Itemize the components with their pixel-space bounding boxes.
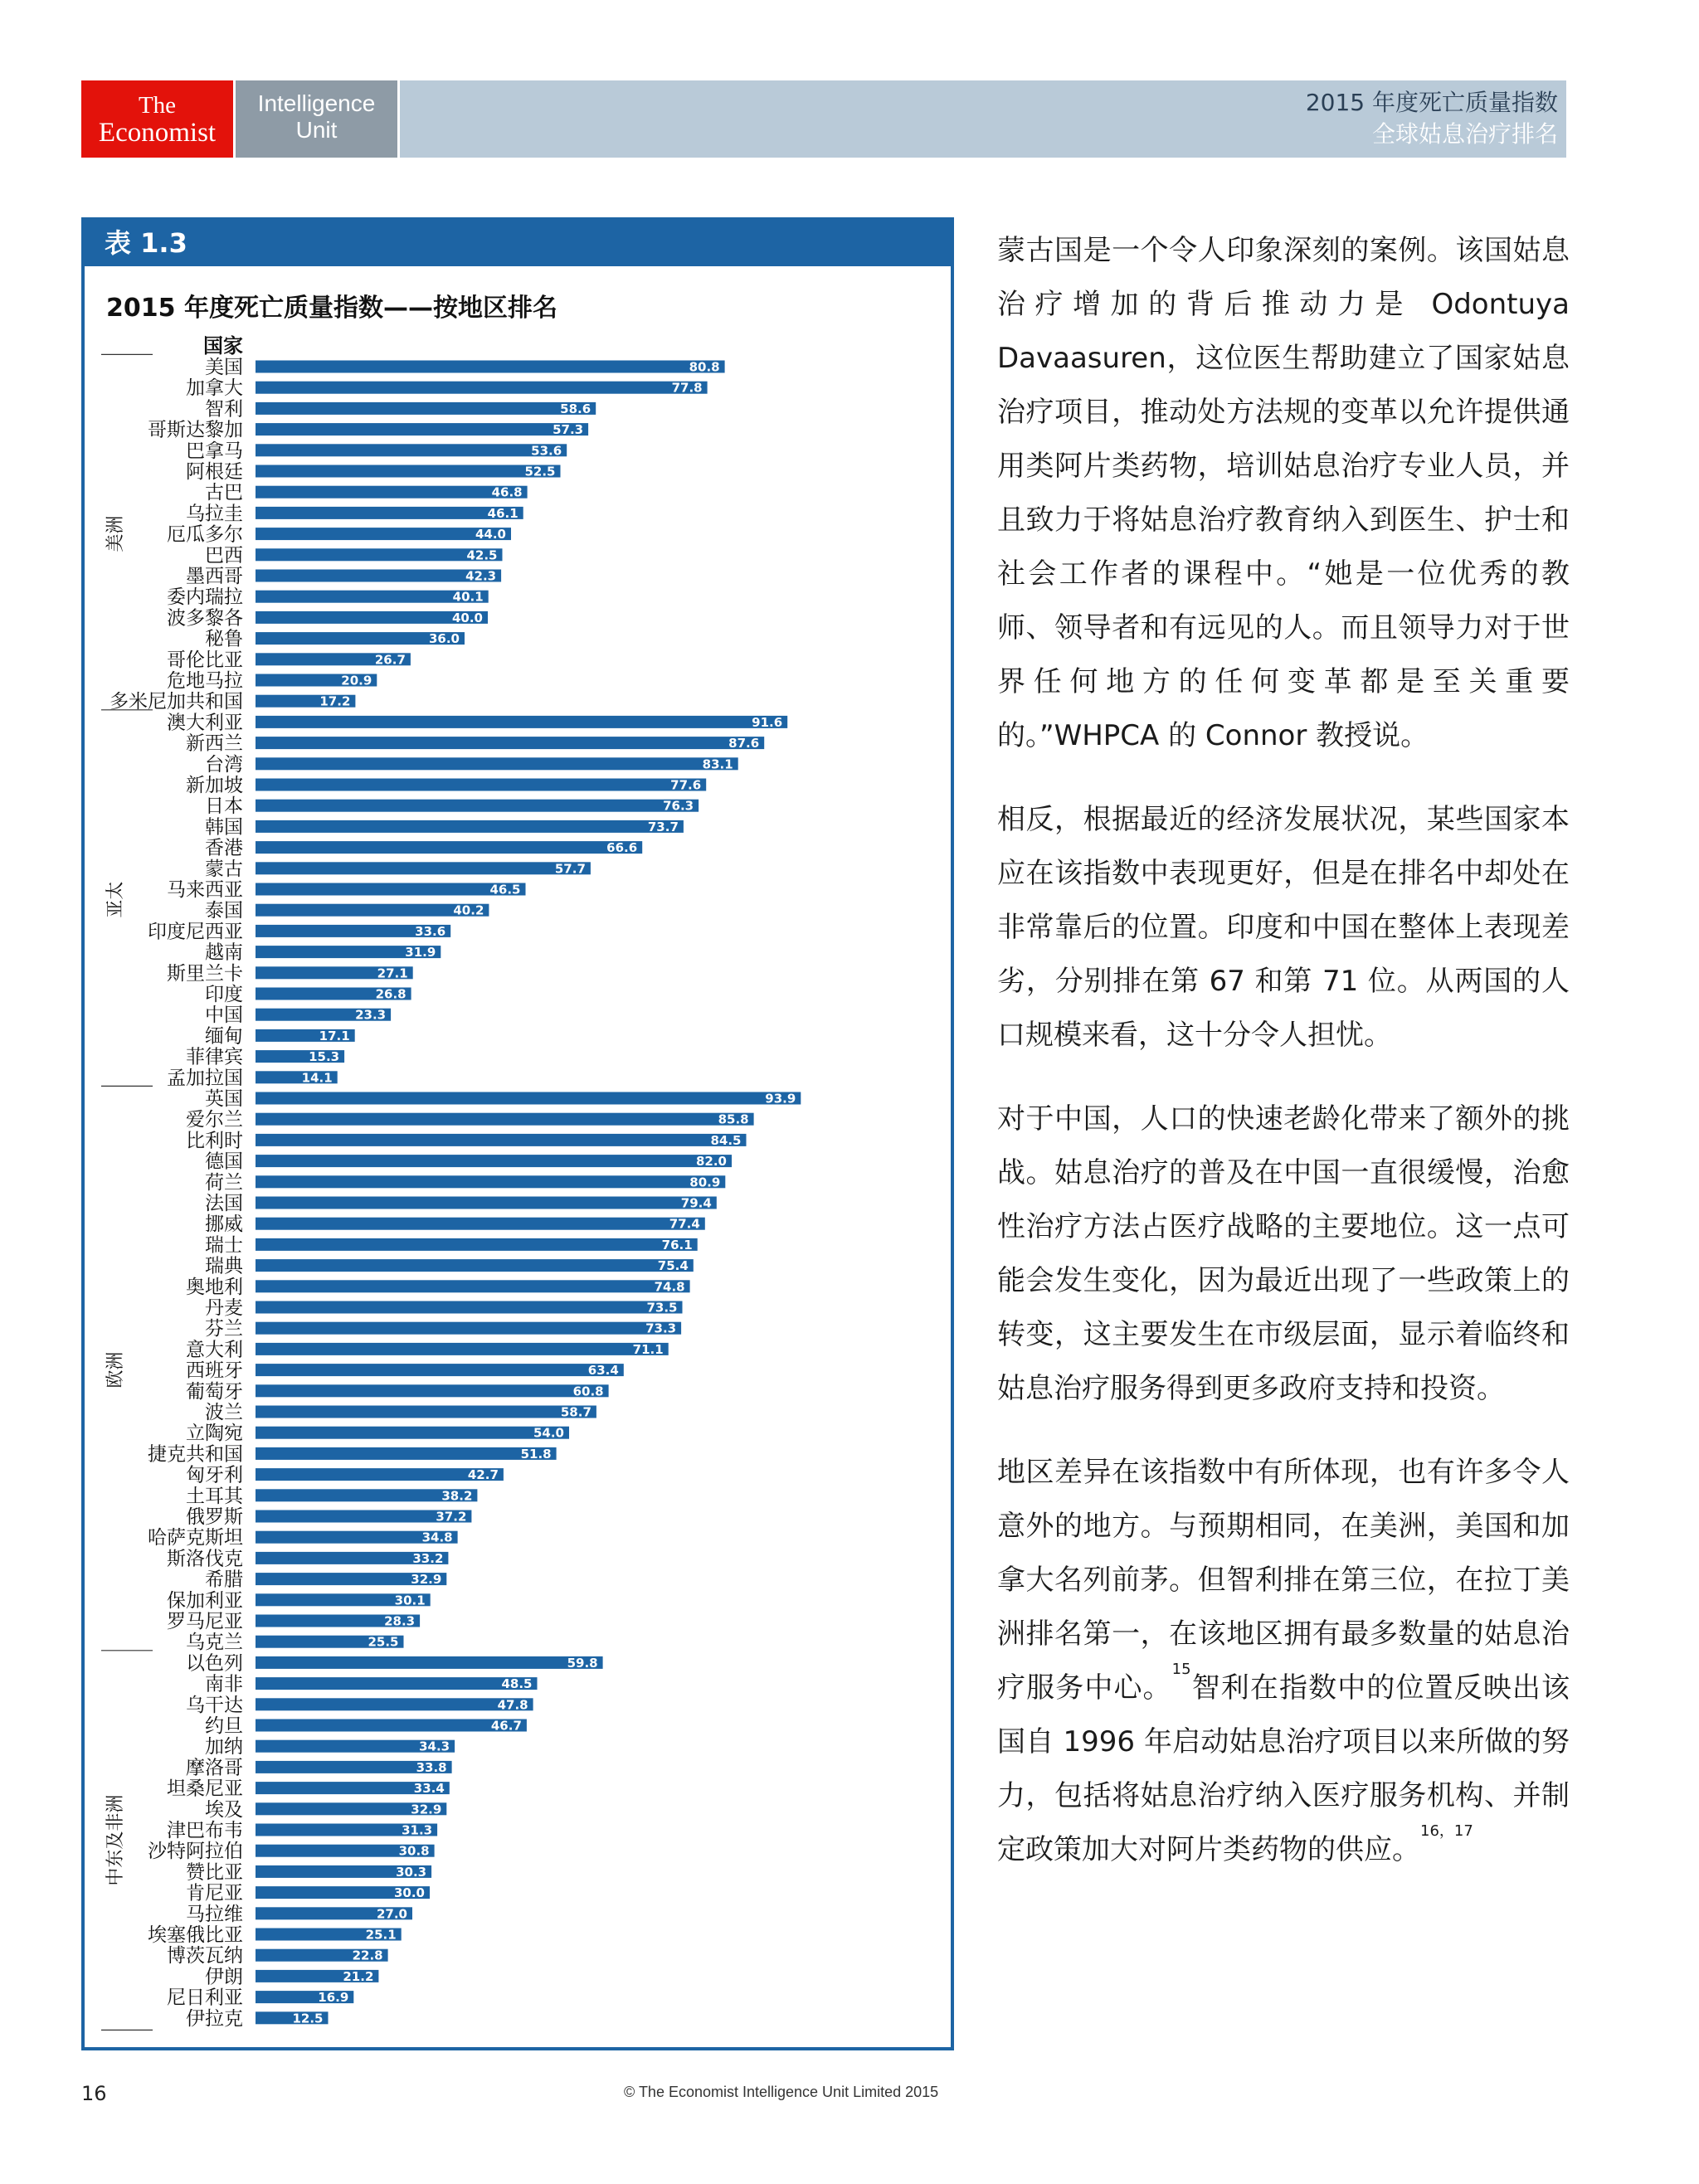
value-label: 22.8: [352, 1948, 383, 1963]
copyright: © The Economist Intelligence Unit Limited 2015: [624, 2084, 939, 2100]
value-label: 46.1: [487, 505, 518, 521]
country-label: 坦桑尼亚: [167, 1778, 243, 1800]
country-label: 南非: [205, 1673, 243, 1695]
bar: [256, 1279, 690, 1295]
country-label: 奥地利: [186, 1276, 243, 1298]
bar: [256, 757, 738, 770]
country-label: 多米尼加共和国: [110, 691, 243, 713]
value-label: 27.0: [376, 1906, 407, 1922]
bar: [256, 716, 787, 728]
paragraph-regions: [997, 1446, 1570, 1877]
bar: [256, 486, 528, 499]
report-subtitle: 全球姑息治疗排名: [1371, 120, 1558, 148]
value-label: 83.1: [702, 756, 733, 772]
value-label: 23.3: [355, 1007, 387, 1023]
country-label: 法国: [205, 1193, 243, 1214]
header-band: [400, 80, 1566, 158]
country-label: 俄罗斯: [186, 1506, 243, 1528]
country-label: 阿根廷: [186, 461, 243, 483]
column-header: 国家: [203, 333, 243, 358]
bar: [256, 1677, 538, 1690]
logo-line-1: The: [138, 92, 177, 119]
region-label: 中东及非洲: [105, 1794, 126, 1886]
value-label: 85.8: [718, 1111, 749, 1127]
value-label: 77.6: [670, 777, 702, 793]
country-label: 波兰: [205, 1402, 243, 1423]
country-label: 乌拉圭: [186, 503, 243, 525]
bar: [256, 528, 511, 540]
value-label: 73.7: [647, 819, 679, 834]
bar: [256, 1656, 603, 1669]
article-body: [997, 224, 1570, 1907]
value-label: 30.0: [393, 1885, 425, 1901]
country-label: 斯里兰卡: [167, 962, 243, 985]
value-label: 42.7: [467, 1467, 499, 1483]
value-label: 32.9: [411, 1572, 442, 1588]
value-label: 40.1: [452, 589, 484, 605]
country-label: 摩洛哥: [186, 1757, 243, 1779]
country-label: 德国: [205, 1150, 243, 1173]
bar: [256, 507, 523, 519]
bar: [256, 861, 591, 877]
value-label: 73.3: [645, 1321, 677, 1336]
value-label: 33.6: [415, 923, 446, 939]
value-label: 15.3: [309, 1049, 340, 1065]
country-label: 新西兰: [186, 732, 243, 755]
value-label: 46.7: [490, 1718, 522, 1734]
value-label: 58.7: [560, 1404, 591, 1420]
country-label: 马拉维: [186, 1903, 243, 1925]
value-label: 30.8: [398, 1843, 430, 1859]
value-label: 42.3: [465, 568, 497, 584]
bar: [256, 1719, 527, 1732]
value-label: 71.1: [632, 1341, 664, 1357]
country-label: 马来西亚: [167, 879, 243, 901]
country-label: 韩国: [205, 816, 243, 839]
country-label: 比利时: [186, 1130, 243, 1152]
country-label: 古巴: [205, 482, 243, 504]
country-label: 芬兰: [205, 1318, 243, 1340]
bar: [256, 883, 526, 896]
bar: [256, 1468, 504, 1481]
country-label: 印度尼西亚: [148, 921, 243, 943]
country-label: 哥伦比亚: [167, 649, 243, 671]
bar: [256, 1092, 801, 1105]
country-label: 津巴布韦: [167, 1820, 243, 1841]
country-label: 中国: [205, 1004, 243, 1027]
country-label: 罗马尼亚: [167, 1611, 243, 1632]
bar: [256, 820, 684, 833]
country-label: 葡萄牙: [186, 1380, 243, 1403]
value-label: 44.0: [475, 527, 506, 542]
country-label: 保加利亚: [167, 1589, 243, 1612]
country-label: 孟加拉国: [167, 1067, 243, 1089]
value-label: 12.5: [292, 2011, 324, 2026]
bar: [256, 1154, 732, 1170]
country-label: 捷克共和国: [148, 1443, 243, 1466]
country-label: 美国: [205, 357, 243, 378]
value-label: 17.1: [319, 1028, 350, 1043]
value-label: 25.5: [368, 1634, 399, 1650]
country-label: 约旦: [205, 1715, 243, 1737]
value-label: 30.1: [394, 1593, 426, 1608]
bar: [256, 422, 588, 438]
table-label: 表 1.3: [85, 221, 951, 266]
value-label: 31.9: [405, 945, 436, 961]
value-label: 91.6: [752, 714, 783, 730]
value-label: 31.3: [402, 1822, 433, 1838]
bar: [256, 1301, 683, 1314]
bar: [256, 1238, 698, 1251]
value-label: 26.8: [375, 986, 406, 1002]
bar: [256, 1406, 596, 1418]
country-label: 乌干达: [186, 1694, 243, 1716]
country-label: 危地马拉: [167, 670, 243, 692]
country-label: 爱尔兰: [186, 1109, 243, 1131]
bar: [256, 779, 706, 791]
value-label: 58.6: [560, 401, 591, 416]
country-label: 博茨瓦纳: [167, 1945, 243, 1968]
bar: [256, 1447, 557, 1460]
country-label: 日本: [205, 795, 243, 818]
country-label: 秘鲁: [205, 628, 243, 650]
value-label: 21.2: [343, 1968, 374, 1984]
bar: [256, 1113, 754, 1126]
bar: [256, 1134, 747, 1146]
value-label: 77.8: [671, 380, 703, 396]
footnote-ref-16-17[interactable]: 16，17: [1420, 1822, 1473, 1840]
value-label: 52.5: [524, 464, 556, 479]
country-label: 泰国: [205, 900, 243, 922]
value-label: 57.7: [554, 861, 586, 877]
country-label: 台湾: [205, 753, 243, 776]
eiu-line-2: Unit: [295, 117, 338, 143]
value-label: 60.8: [572, 1384, 604, 1399]
country-label: 澳大利亚: [167, 712, 243, 734]
bar: [256, 443, 567, 459]
value-label: 40.0: [451, 610, 483, 625]
country-label: 埃及: [205, 1798, 243, 1821]
eiu-line-1: Intelligence: [257, 90, 376, 116]
region-ranking-chart: [85, 221, 951, 2047]
bar: [256, 570, 501, 582]
value-label: 32.9: [411, 1802, 442, 1817]
value-label: 82.0: [695, 1154, 727, 1170]
bar: [256, 402, 596, 415]
country-label: 斯洛伐克: [167, 1548, 243, 1570]
value-label: 76.1: [661, 1237, 693, 1253]
country-label: 瑞士: [205, 1234, 243, 1257]
value-label: 40.2: [453, 902, 484, 918]
value-label: 33.8: [416, 1759, 447, 1775]
value-label: 80.9: [689, 1175, 721, 1190]
value-label: 16.9: [318, 1990, 349, 2006]
region-label: 亚太: [105, 881, 126, 918]
country-label: 巴拿马: [186, 440, 243, 462]
value-label: 53.6: [531, 443, 562, 459]
value-label: 54.0: [533, 1425, 564, 1441]
bar: [256, 1322, 681, 1335]
country-label: 巴西: [205, 544, 243, 567]
country-label: 意大利: [186, 1339, 243, 1361]
country-label: 匈牙利: [186, 1464, 243, 1486]
value-label: 25.1: [365, 1927, 397, 1943]
value-label: 57.3: [553, 422, 584, 438]
country-label: 菲律宾: [186, 1046, 243, 1068]
country-label: 埃塞俄比亚: [148, 1924, 243, 1946]
country-label: 厄瓜多尔: [167, 523, 243, 546]
country-label: 希腊: [205, 1569, 243, 1591]
table-panel: [81, 217, 954, 2050]
bar: [256, 1175, 725, 1188]
bar: [256, 736, 764, 752]
value-label: 34.8: [421, 1530, 453, 1545]
value-label: 73.5: [646, 1300, 678, 1316]
table-title: 2015 年度死亡质量指数——按地区排名: [106, 294, 557, 323]
value-label: 20.9: [341, 673, 372, 688]
value-label: 30.3: [396, 1864, 427, 1880]
value-label: 66.6: [606, 840, 638, 856]
value-label: 84.5: [710, 1132, 742, 1148]
value-label: 48.5: [501, 1676, 533, 1692]
value-label: 93.9: [765, 1091, 796, 1107]
paragraph-regions-part1: 地区差异在该指数中有所体现，也有许多令人意外的地方。与预期相同，在美洲，美国和加拿大名列前茅。但智利排在第三位，在拉丁美洲排名第一，在该地区拥有最多数量的姑息治疗服务中心。: [997, 1456, 1570, 1705]
region-label: 美洲: [105, 515, 126, 552]
value-label: 76.3: [663, 798, 694, 814]
country-label: 肯尼亚: [186, 1882, 243, 1904]
bar: [256, 1343, 669, 1355]
bar: [256, 1363, 624, 1379]
country-label: 墨西哥: [186, 566, 243, 587]
country-label: 印度: [205, 984, 243, 1005]
country-label: 香港: [205, 837, 243, 859]
value-label: 14.1: [301, 1070, 333, 1086]
country-label: 新加坡: [186, 775, 243, 796]
value-label: 46.8: [491, 484, 523, 500]
value-label: 26.7: [374, 652, 406, 668]
value-label: 59.8: [567, 1655, 598, 1671]
value-label: 51.8: [520, 1446, 552, 1462]
value-label: 17.2: [319, 693, 351, 709]
bar: [256, 382, 708, 394]
value-label: 77.4: [669, 1216, 700, 1232]
country-label: 丹麦: [205, 1297, 243, 1319]
value-label: 63.4: [587, 1363, 619, 1379]
value-label: 46.5: [489, 882, 521, 897]
value-label: 28.3: [384, 1613, 416, 1629]
bar: [256, 361, 725, 373]
bar: [256, 1427, 569, 1439]
country-label: 赞比亚: [186, 1861, 243, 1884]
country-label: 加纳: [205, 1736, 243, 1758]
country-label: 尼日利亚: [167, 1987, 243, 2009]
country-label: 越南: [205, 941, 243, 964]
value-label: 33.4: [413, 1781, 445, 1797]
report-title: 2015 年度死亡质量指数: [1305, 89, 1558, 116]
country-label: 挪威: [205, 1214, 243, 1236]
country-label: 智利: [205, 398, 243, 421]
bar: [256, 800, 699, 812]
value-label: 38.2: [441, 1488, 473, 1504]
paragraph-china: 对于中国，人口的快速老龄化带来了额外的挑战。姑息治疗的普及在中国一直很缓慢，治愈性治疗方法占医疗战略的主要地位。这一点可能会发生变化，因为最近出现了一些政策上的转变，这主要发生在市级层面，显示着临终和姑息治疗服务得到更多政府支持和投资。: [997, 1102, 1570, 1405]
country-label: 瑞典: [205, 1255, 243, 1277]
country-label: 委内瑞拉: [167, 586, 243, 609]
country-label: 西班牙: [186, 1360, 243, 1382]
eiu-logo[interactable]: [236, 80, 397, 158]
paragraph-regions-part2: 智利在指数中的位置反映出该国自 1996 年启动姑息治疗项目以来所做的努力，包括将姑息治疗纳入医疗服务机构、并制定政策加大对阿片类药物的供应。: [997, 1671, 1570, 1866]
country-label: 波多黎各: [167, 607, 243, 630]
country-label: 以色列: [186, 1652, 243, 1675]
value-label: 33.2: [412, 1550, 444, 1566]
bar: [256, 548, 503, 561]
country-label: 蒙古: [205, 858, 243, 880]
country-label: 哈萨克斯坦: [148, 1527, 243, 1549]
value-label: 37.2: [436, 1509, 467, 1525]
country-label: 立陶宛: [186, 1423, 243, 1445]
country-label: 伊拉克: [186, 2007, 243, 2030]
bar: [256, 1197, 717, 1209]
value-label: 80.8: [689, 359, 720, 375]
page-header: [81, 80, 1566, 158]
country-label: 英国: [205, 1088, 243, 1110]
value-label: 47.8: [497, 1697, 528, 1713]
page-number: 16: [81, 2082, 107, 2105]
country-label: 哥斯达黎加: [148, 419, 243, 441]
value-label: 36.0: [428, 631, 460, 647]
country-label: 荷兰: [205, 1171, 243, 1194]
country-label: 加拿大: [186, 377, 243, 400]
value-label: 74.8: [654, 1279, 685, 1295]
value-label: 79.4: [680, 1195, 712, 1211]
bar: [256, 1384, 609, 1397]
bar: [256, 841, 642, 854]
bar: [256, 465, 561, 478]
bar: [256, 1697, 533, 1713]
bar: [256, 1259, 694, 1272]
country-label: 伊朗: [205, 1966, 243, 1988]
logo-line-2: Economist: [98, 118, 217, 148]
economist-logo[interactable]: [81, 80, 233, 158]
country-label: 乌克兰: [186, 1632, 243, 1654]
region-label: 欧洲: [105, 1351, 126, 1389]
value-label: 75.4: [657, 1258, 689, 1274]
paragraph-mongolia: 蒙古国是一个令人印象深刻的案例。该国姑息治疗增加的背后推动力是 Odontuya Davaasuren，这位医生帮助建立了国家姑息治疗项目，推动处方法规的变革以允许提供通用类阿片类药物，培训姑息治疗专业人员，并且致力于将姑息治疗教育纳入到医生、护士和社会工作者的课程中。“她是一位优秀的教师、领导者和有远见的人。而且领导力对于世界任何地方的任何变革都是至关重要的。”WHPCA 的 Connor 教授说。: [997, 234, 1570, 752]
country-label: 沙特阿拉伯: [148, 1841, 243, 1863]
footnote-ref-15[interactable]: 15: [1171, 1661, 1191, 1678]
value-label: 34.3: [419, 1739, 450, 1754]
country-label: 缅甸: [205, 1025, 243, 1048]
country-label: 土耳其: [186, 1485, 243, 1507]
bar: [256, 1218, 705, 1230]
value-label: 27.1: [377, 966, 408, 981]
paragraph-india-china: 相反，根据最近的经济发展状况，某些国家本应在该指数中表现更好，但是在排名中却处在非常靠后的位置。印度和中国在整体上表现差劣，分别排在第 67 和第 71 位。从两国的人口规模来看，这十分令人担忧。: [997, 803, 1570, 1052]
value-label: 42.5: [466, 547, 498, 563]
value-label: 87.6: [728, 736, 760, 752]
